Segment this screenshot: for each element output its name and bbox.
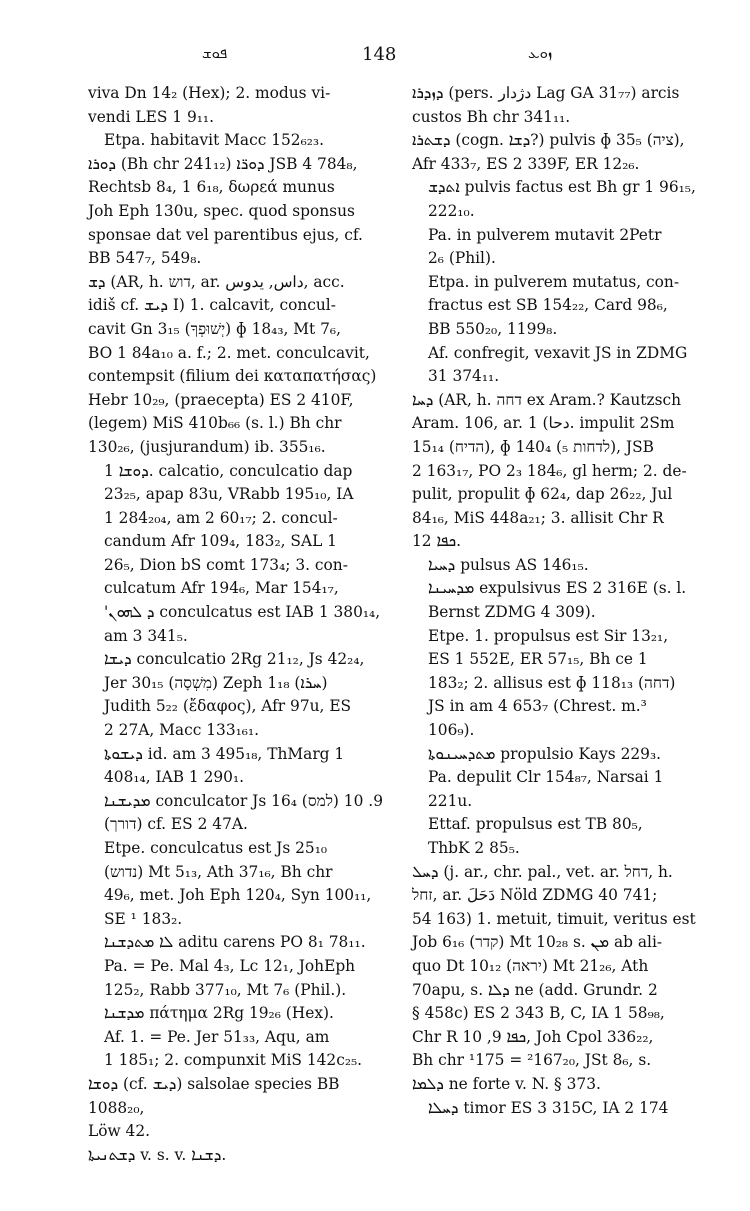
dictionary-entry: ܡܬܕܚܝܢܘܬܐ propulsio Kays 229₃. xyxy=(428,744,662,763)
dictionary-entry: ܕܝܫܘܬܐ id. am 3 495₁₈, ThMarg 1 408₁₄, IAB 1 290₁. xyxy=(104,744,345,787)
dictionary-entry: Pa. in pulverem mutavit 2Petr 2₆ (Phil). xyxy=(428,225,662,268)
dictionary-entry: Etpe. 1. propulsus est Sir 13₂₁, ES 1 552E, ER 57₁₅, Bh ce 1 183₂; 2. allisus est ɸ 118₁₃ (דחה) JS in am 4 653₇ (Chrest. m.³ 106₉). xyxy=(428,626,676,740)
page-number: 148 xyxy=(362,44,397,65)
dictionary-entry: ܡܕܝܫܢܐ conculcator Js 16₄ (למס) 9. 10 (דורך) cf. ES 2 47A. xyxy=(104,791,383,834)
dictionary-entry: ܕܘܪܐ (Bh chr 241₁₂) ܕܘܪ̈ܐ JSB 4 784₈, Rechtsb 8₄, 1 6₁₈, δωρεά munus Joh Eph 130u, spec. quod sponsus sponsae dat vel parentibus ejus, cf. BB 547₇, 549₈. xyxy=(88,154,363,268)
dictionary-entry: ܕܚܝܐ pulsus AS 146₁₅. xyxy=(428,555,589,574)
dictionary-entry: Etpa. habitavit Macc 152₆₂₃. xyxy=(104,131,324,150)
dictionary-entry: ܐܬܕܫ pulvis factus est Bh gr 1 96₁₅, 222₁₀. xyxy=(428,178,696,220)
dictionary-entry: Af. 1. = Pe. Jer 51₃₃, Aqu, am 1 185₁; 2. compunxit MiS 142c₂₅. xyxy=(104,1027,363,1070)
dictionary-entry: Etpe. conculcatus est Js 25₁₀ (נדוש) Mt 5₁₃, Ath 37₁₆, Bh chr 49₆, met. Joh Eph 120₄, Syn 100₁₁, SE ¹ 183₂. xyxy=(104,839,372,928)
dictionary-entry: Pa. = Pe. Mal 4₃, Lc 12₁, JohEph 125₂, Rabb 377₁₀, Mt 7₆ (Phil.). xyxy=(104,956,356,999)
dictionary-entry: Etpa. in pulverem mutatus, con- fractus est SB 154₂₂, Card 98₆, BB 550₂₀, 1199₈. xyxy=(428,272,680,338)
dictionary-entry: ܠܐ ܡܬܕܫܢܐ aditu carens PO 8₁ 78₁₁. xyxy=(104,933,366,952)
dictionary-entry: ܕܚܐ (AR, h. דחה ex Aram.? Kautzsch Aram. 106, ar. دحا) 1. impulit 2Sm 15₁₄ (הדיח), ɸ 140₄ (₅ לדחות), JSB 2 163₁₇, PO 2₃ 184₆, gl herm; 2. de- pulit, propulit ɸ 62₄, dap 26₂₂, Jul 84₁₆, MiS 448a₂₁; 3. allisit Chr R ܟܦܐ 12. xyxy=(412,390,687,551)
dictionary-entry: ܡܕܚܝܢܐ expulsivus ES 2 316E (s. l. Bernst ZDMG 4 309). xyxy=(428,579,687,622)
dictionary-entry: ܕܫ (AR, h. דוש, ar. داس, يدوس, acc. idiš cf. ܕܝܫ I) 1. calcavit, concul- cavit Gn 3₁₅ (יְשׁוּפְךָ) ɸ 18₄₃, Mt 7₆, BO 1 84a₁₀ a. f.; 2. met. conculcavit, contempsit (filium dei καταπατήσας) Hebr 10₂₉, (praecepta) ES 2 410F, (legem) MiS 410b₆₆ (s. l.) Bh chr 130₂₆, (jusjurandum) ib. 355₁₆. xyxy=(88,272,377,456)
right-column xyxy=(412,82,712,1120)
dictionary-entry: ܕܫܬܢܝܬܐ v. s. v. ܕܫܢܐ. xyxy=(88,1145,227,1164)
dictionary-entry: Pa. depulit Clr 154₈₇, Narsai 1 221u. xyxy=(428,768,664,810)
dictionary-entry: ܕܫܬܪܐ (cogn. ܕܫܐ?) pulvis ɸ 35₅ (ציה), Afr 433₇, ES 2 339F, ER 12₂₆. xyxy=(412,131,685,173)
page-header xyxy=(0,44,750,74)
running-head-left: ܦܘܫ xyxy=(202,44,228,62)
dictionary-entry: viva Dn 14₂ (Hex); 2. modus vi- vendi LES 1 9₁₁. xyxy=(88,84,331,126)
dictionary-entry: ܕܚܠ (j. ar., chr. pal., vet. ar. דחל, h. זחל, ar. دَحَلَ Nöld ZDMG 40 741; 54 163) 1. metuit, timuit, veritus est Job 6₁₆ (קדר) Mt 10₂₈ s. ܡܢ ab ali- quo Dt 10₁₂ (יראה) Mt 21₂₆, Ath 70apu, s. ܕܠܐ ne (add. Grundr. 2 § 458c) ES 2 343 B, C, IA 1 58₉₈, Chr R ܟܦܐ 9, 10, Joh Cpol 336₂₂, Bh chr ¹175 = ²167₂₀, JSt 8₆, s. ܕܠܡܐ ne forte v. N. § 373. xyxy=(412,862,696,1093)
dictionary-entry: ܡܕܫܢܐ πάτημα 2Rg 19₂₆ (Hex). xyxy=(104,1004,334,1023)
dictionary-entry: Ettaf. propulsus est TB 80₅, ThbK 2 85₅. xyxy=(428,815,643,857)
dictionary-entry: ܕܘܫܐ 1. calcatio, conculcatio dap 23₂₅, apap 83u, VRabb 195₁₀, IA 1 284₂₀₄, am 2 60₁₇; 2. concul- candum Afr 109₄, 183₂, SAL 1 26₅, Dion bS comt 173₄; 3. con- culcatum Afr 194₆, Mar 154₁₇, 'ܕ ܠܗܘܢ conculcatus est IAB 1 380₁₄, am 3 341₅. xyxy=(104,461,381,645)
dictionary-entry: ܕܘܫܐ (cf. ܕܝܫ) salsolae species BB 1088₂₀, Löw 42. xyxy=(88,1074,340,1141)
dictionary-entry: ܕܙܕܪܐ (pers. دژدار Lag GA 31₇₇) arcis custos Bh chr 341₁₁. xyxy=(412,84,680,126)
dictionary-entry: Af. confregit, vexavit JS in ZDMG 31 374₁₁. xyxy=(428,343,688,386)
left-column xyxy=(88,82,386,1167)
dictionary-entry: ܕܝܫܐ conculcatio 2Rg 21₁₂, Js 42₂₄, Jer 30₁₅ (מִשְׁסָה) Zeph 1₁₈ (ܚܪܐ) Judith 5₂₂ (ἔδαφος), Afr 97u, ES 2 27A, Macc 133₁₆₁. xyxy=(104,650,365,740)
dictionary-entry: ܕܚܠܐ timor ES 3 315C, IA 2 174 xyxy=(428,1098,669,1117)
running-head-right: ܙܘܥ xyxy=(528,44,553,62)
